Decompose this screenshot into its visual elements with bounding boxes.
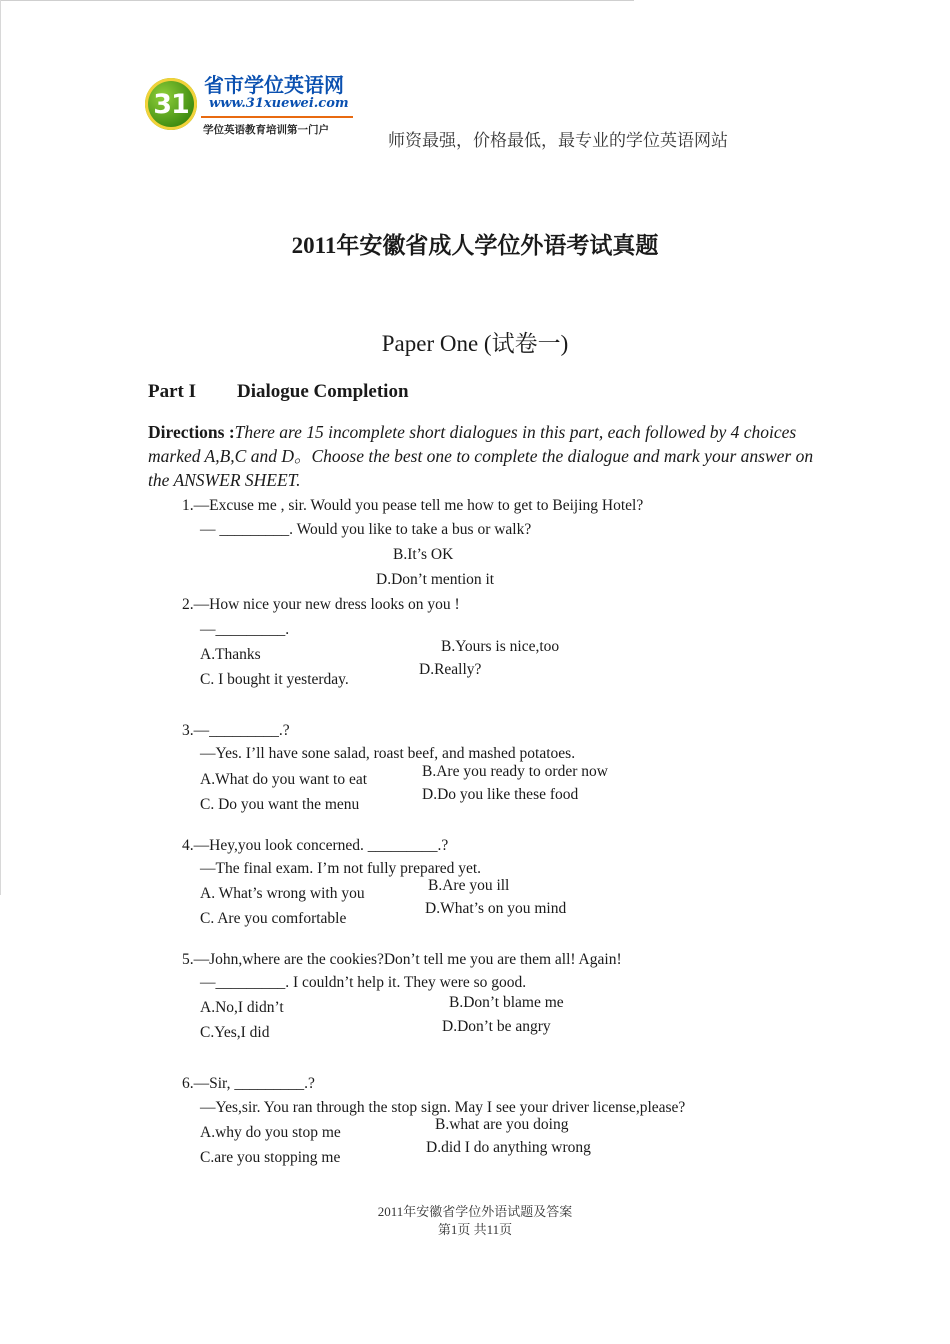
question-2-option-d: D.Really? <box>419 661 482 678</box>
logo-url: www.31xuewei.com <box>209 96 349 111</box>
question-5-option-d: D.Don’t be angry <box>442 1018 551 1035</box>
question-5-prompt: 5.—John,where are the cookies?Don’t tell me you are them all! Again! <box>182 951 622 968</box>
left-border-line <box>0 0 1 895</box>
question-2-prompt: 2.—How nice your new dress looks on you ! <box>182 596 460 613</box>
question-4-option-d: D.What’s on you mind <box>425 900 567 917</box>
question-3-option-d: D.Do you like these food <box>422 786 579 803</box>
question-5-response: —_________. I couldn’t help it. They were so good. <box>200 974 527 991</box>
question-4-prompt: 4.—Hey,you look concerned. _________.? <box>182 837 449 854</box>
directions-label: Directions : <box>148 422 235 442</box>
question-6-prompt: 6.—Sir, _________.? <box>182 1075 315 1092</box>
part-label: Part I <box>148 381 197 402</box>
question-3-option-a: A.What do you want to eat <box>200 771 368 788</box>
question-4-option-c: C. Are you comfortable <box>200 910 347 927</box>
part-name: Dialogue Completion <box>237 381 409 402</box>
page-title: 2011年安徽省成人学位外语考试真题 <box>291 233 659 258</box>
question-6-option-c: C.are you stopping me <box>200 1149 341 1166</box>
question-4-option-a: A. What’s wrong with you <box>200 885 365 902</box>
logo-divider <box>201 116 353 118</box>
question-5-option-b: B.Don’t blame me <box>449 994 564 1011</box>
question-3-prompt: 3.—_________.? <box>182 722 290 739</box>
question-2-option-a: A.Thanks <box>200 646 261 663</box>
question-1-prompt: 1.—Excuse me , sir. Would you pease tell me how to get to Beijing Hotel? <box>182 497 644 514</box>
directions-text: There are 15 incomplete short dialogues in this part, each followed by 4 choices marked A,B,C and D。Choose the best one to complete the dialogue and mark your answer on the ANSWER SHEET. <box>148 422 814 490</box>
question-3-option-b: B.Are you ready to order now <box>422 763 608 780</box>
question-2-response: —_________. <box>200 621 290 638</box>
paper-title: Paper One (试卷一) <box>381 331 569 356</box>
header-slogan: 师资最强，价格最低，最专业的学位英语网站 <box>388 131 728 150</box>
footer-doc-title: 2011年安徽省学位外语试题及答案 <box>377 1204 573 1219</box>
question-1-option-d: D.Don’t mention it <box>376 571 495 588</box>
question-6-option-a: A.why do you stop me <box>200 1124 341 1141</box>
question-1-response: — _________. Would you like to take a bus or walk? <box>200 521 532 538</box>
question-5-option-c: C.Yes,I did <box>200 1024 270 1041</box>
question-4-option-b: B.Are you ill <box>428 877 510 894</box>
question-6-option-d: D.did I do anything wrong <box>426 1139 591 1156</box>
question-5-option-a: A.No,I didn’t <box>200 999 284 1016</box>
question-2-option-c: C. I bought it yesterday. <box>200 671 349 688</box>
directions-block <box>148 420 838 492</box>
logo-number: 31 <box>153 89 189 120</box>
logo-subtitle: 学位英语教育培训第一门户 <box>203 124 329 136</box>
question-1-option-b: B.It’s OK <box>393 546 454 563</box>
footer-page-info: 第1页 共11页 <box>437 1222 513 1237</box>
logo-title: 省市学位英语网 <box>204 73 344 97</box>
site-logo <box>145 66 360 140</box>
question-6-option-b: B.what are you doing <box>435 1116 569 1133</box>
question-2-option-b: B.Yours is nice,too <box>441 638 560 655</box>
question-3-response: —Yes. I’ll have sone salad, roast beef, and mashed potatoes. <box>200 745 576 762</box>
top-border-line <box>0 0 634 1</box>
question-6-response: —Yes,sir. You ran through the stop sign. May I see your driver license,please? <box>200 1099 686 1116</box>
question-4-response: —The final exam. I’m not fully prepared yet. <box>200 860 482 877</box>
question-3-option-c: C. Do you want the menu <box>200 796 360 813</box>
